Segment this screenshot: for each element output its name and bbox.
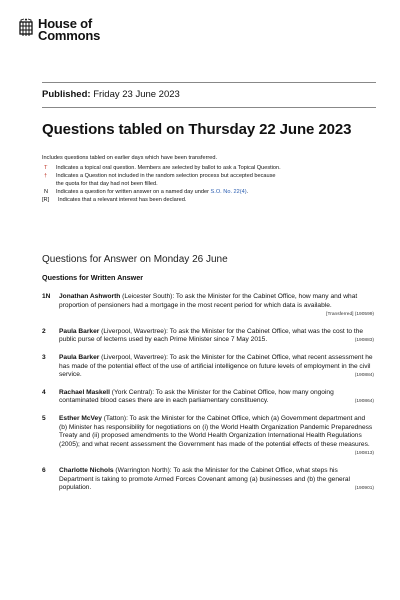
key-symbol: T bbox=[44, 165, 48, 171]
question-text: To ask the Minister for the Cabinet Office, how many ongoing contaminated blood cases there are in each parliamentary constituency. bbox=[59, 388, 334, 405]
question-ref-number: (190901) bbox=[354, 486, 374, 492]
member-constituency: (Liverpool, Wavertree): bbox=[99, 353, 170, 361]
question-reference bbox=[355, 371, 374, 380]
logo-line-1: House of bbox=[38, 16, 93, 31]
top-divider bbox=[42, 82, 376, 83]
member-name: Jonathan Ashworth bbox=[59, 293, 121, 300]
question-item bbox=[42, 328, 376, 346]
question-number: 2 bbox=[42, 327, 46, 335]
member-name: Charlotte Nichols bbox=[59, 466, 114, 474]
member-constituency: (Leicester South): bbox=[120, 293, 176, 300]
question-number: 4 bbox=[42, 388, 46, 396]
question-reference bbox=[355, 484, 374, 493]
question-number: 3 bbox=[42, 353, 46, 361]
member-constituency: (Tatton): bbox=[101, 414, 130, 422]
key-section bbox=[42, 154, 372, 204]
member-name: Paula Barker bbox=[59, 353, 100, 361]
key-text: Indicates that a relevant interest has been declared. bbox=[58, 197, 187, 203]
member-constituency: (Liverpool, Wavertree): bbox=[99, 327, 170, 335]
key-row-quota bbox=[42, 172, 372, 188]
question-reference bbox=[355, 397, 374, 406]
subsection-title: Questions for Written Answer bbox=[42, 273, 144, 282]
question-text: To ask the Minister for the Cabinet Office, which (a) Government department and (b) Minister has responsibility for negotiations on (i) the World Health Organization Pandemic Preparedness Treaty and (ii) proposed amendments to the World Health Organization International Health Regulations (2005); and what recent assessment the Government has made of the potential effects of these measures. bbox=[59, 414, 373, 448]
question-reference bbox=[355, 336, 374, 345]
portcullis-icon bbox=[18, 18, 34, 38]
question-body bbox=[59, 467, 376, 493]
question-item bbox=[42, 389, 376, 407]
key-text: Indicates a Question not included in the random selection process but accepted because the quota for that day had not been filled. bbox=[56, 173, 276, 187]
question-body bbox=[59, 293, 376, 319]
question-ref-number: (190864) bbox=[354, 399, 374, 405]
question-text: To ask the Minister for the Cabinet Office, how many and what proportion of pensioners had a mortgage in the most recent period for which data is available. bbox=[59, 293, 358, 309]
question-text: To ask the Minister for the Cabinet Office, what recent assessment he has made of the potential effect of the use of artificial intelligence on future levels of employment in the civil service. bbox=[59, 353, 373, 379]
key-row-topical bbox=[42, 164, 372, 172]
member-name: Rachael Maskell bbox=[59, 388, 110, 396]
member-name: Esther McVey bbox=[59, 414, 102, 422]
question-body bbox=[59, 354, 376, 380]
key-symbol: [R] bbox=[42, 197, 50, 203]
questions-list bbox=[42, 293, 376, 502]
key-text-end: . bbox=[246, 189, 249, 195]
member-name: Paula Barker bbox=[59, 327, 100, 335]
key-row-named-day bbox=[42, 188, 372, 196]
question-item bbox=[42, 354, 376, 380]
question-body bbox=[59, 389, 376, 407]
question-item bbox=[42, 415, 376, 458]
question-number: 6 bbox=[42, 466, 46, 474]
question-item bbox=[42, 293, 376, 319]
published-date: Friday 23 June 2023 bbox=[93, 89, 180, 100]
logo-line-2: Commons bbox=[38, 28, 101, 43]
page-title: Questions tabled on Thursday 22 June 2023 bbox=[42, 121, 352, 138]
intro-text: Includes questions tabled on earlier days which have been transferred. bbox=[42, 155, 218, 161]
section-title: Questions for Answer on Monday 26 June bbox=[42, 254, 228, 265]
question-reference bbox=[355, 449, 374, 458]
question-text: To ask the Minister for the Cabinet Office, what was the cost to the public purse of lecterns used by each Prime Minister since 7 May 2015. bbox=[59, 327, 364, 344]
question-ref-number: (190599) bbox=[354, 312, 374, 318]
key-text-main: Indicates a question for written answer on a named day under bbox=[56, 189, 211, 195]
transferred-tag: [Transferred] bbox=[326, 312, 355, 318]
logo-text bbox=[38, 18, 100, 42]
question-ref-number: (190884) bbox=[354, 373, 374, 379]
question-item bbox=[42, 467, 376, 493]
question-number: 1N bbox=[42, 293, 51, 300]
question-body bbox=[59, 415, 376, 458]
key-row-interest bbox=[42, 196, 372, 204]
question-ref-number: (190813) bbox=[354, 451, 374, 457]
published-label: Published: bbox=[42, 89, 91, 100]
member-constituency: (Warrington North): bbox=[113, 466, 174, 474]
question-ref-number: (190883) bbox=[354, 338, 374, 344]
key-text: Indicates a topical oral question. Members are selected by ballot to ask a Topical Question. bbox=[56, 165, 281, 171]
house-of-commons-logo bbox=[18, 18, 100, 42]
question-body bbox=[59, 328, 376, 346]
question-reference bbox=[326, 310, 374, 319]
standing-order-link[interactable]: S.O. No. 22(4) bbox=[210, 189, 247, 195]
question-text: To ask the Minister for the Cabinet Office, what steps his Department is taking to promote Armed Forces Covenant among (a) businesses and (b) the general population. bbox=[59, 466, 351, 492]
member-constituency: (York Central): bbox=[109, 388, 156, 396]
key-symbol: N bbox=[44, 189, 49, 195]
bottom-divider bbox=[42, 107, 376, 108]
published-line bbox=[42, 89, 180, 100]
question-number: 5 bbox=[42, 414, 46, 422]
key-symbol: † bbox=[44, 173, 48, 179]
key-text bbox=[56, 188, 372, 196]
